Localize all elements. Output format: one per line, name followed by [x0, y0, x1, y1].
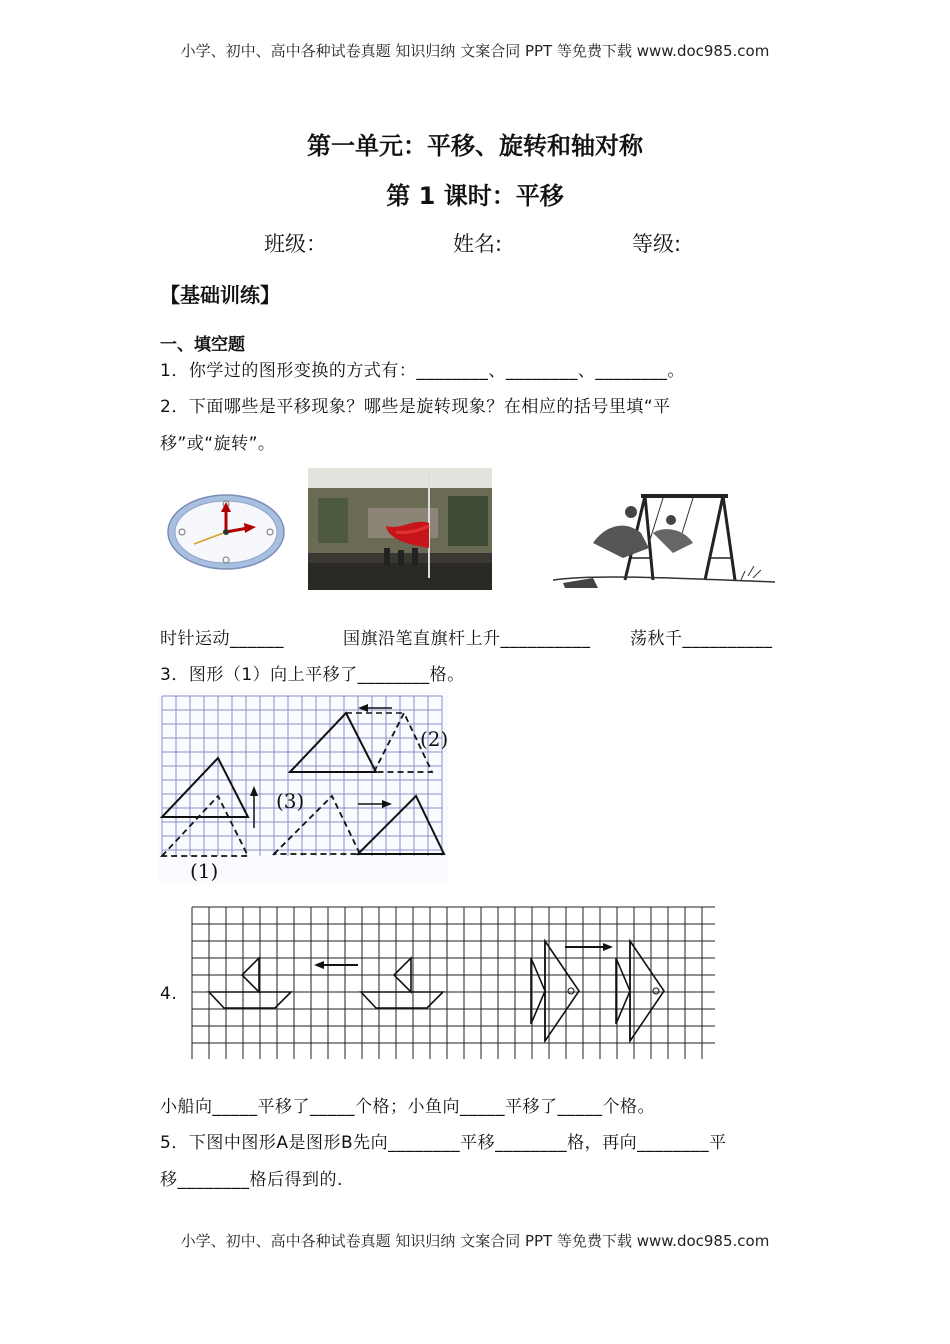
boat-1-hull	[209, 992, 291, 1008]
question-4-answer: 小船向_____平移了_____个格；小鱼向_____平移了_____个格。	[160, 1097, 655, 1117]
subsection-heading: 一、填空题	[160, 335, 245, 355]
flag-photo	[308, 468, 492, 590]
fish-1-tail	[531, 958, 545, 1024]
section-heading: 【基础训练】	[160, 283, 280, 307]
question-1: 1．你学过的图形变换的方式有：________、________、________。	[160, 361, 685, 381]
fish-2-eye	[653, 988, 659, 994]
grade-label: 等级:	[632, 232, 682, 256]
class-label: 班级：	[264, 232, 327, 256]
lesson-title: 第 1 课时：平移	[386, 182, 564, 210]
swing-answer: 荡秋千__________	[630, 629, 773, 649]
question-5-line-2: 移________格后得到的.	[160, 1170, 343, 1190]
boat-fish-grid-figure	[190, 905, 718, 1061]
question-2-line-2: 移”或“旋转”。	[160, 434, 276, 454]
question-2-line-1: 2．下面哪些是平移现象？哪些是旋转现象？在相应的括号里填“平	[160, 397, 671, 417]
fish-2-tail	[616, 958, 630, 1024]
page-header: 小学、初中、高中各种试卷真题 知识归纳 文案合同 PPT 等免费下载 www.doc985.com	[180, 42, 770, 60]
clock-image	[166, 492, 286, 572]
unit-title: 第一单元：平移、旋转和轴对称	[307, 132, 643, 160]
translation-grid-figure	[158, 692, 448, 884]
figure-1-label: (1)	[190, 859, 219, 883]
flag-answer: 国旗沿笔直旗杆上升__________	[343, 629, 591, 649]
swing-drawing	[553, 488, 775, 590]
figure-3-label: (3)	[276, 789, 305, 813]
clock-answer: 时针运动______	[160, 629, 284, 649]
boat-2-hull	[361, 992, 443, 1008]
question-4-number: 4.	[160, 984, 178, 1004]
name-label: 姓名:	[453, 232, 503, 256]
fish-1-eye	[568, 988, 574, 994]
page-footer: 小学、初中、高中各种试卷真题 知识归纳 文案合同 PPT 等免费下载 www.doc985.com	[180, 1232, 770, 1250]
figure-2-label: (2)	[420, 727, 448, 751]
question-3: 3．图形（1）向上平移了________格。	[160, 665, 465, 685]
question-5-line-1: 5．下图中图形A是图形B先向________平移________格，再向________平	[160, 1133, 727, 1153]
